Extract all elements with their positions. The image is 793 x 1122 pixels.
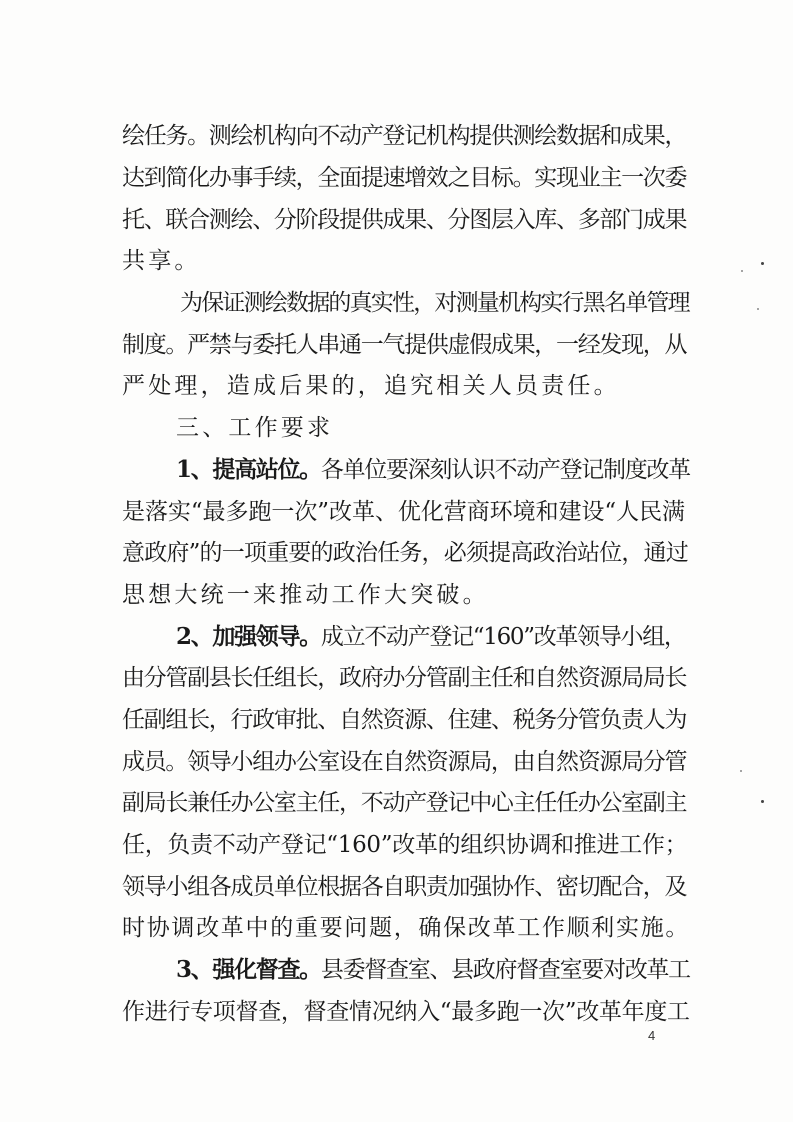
text-line: 时协调改革中的重要问题，确保改革工作顺利实施。 (122, 915, 691, 941)
scan-speck (761, 800, 764, 803)
text-line (176, 955, 690, 985)
text-line: 任副组长，行政审批、自然资源、住建、税务分管负责人为 (122, 707, 687, 733)
text-line: 领导小组各成员单位根据各自职责加强协作、密切配合，及 (122, 874, 687, 900)
text-line (176, 455, 690, 485)
text-line: 制度。严禁与委托人串通一气提供虚假成果，一经发现，从 (122, 332, 687, 358)
text-line: 副局长兼任办公室主任，不动产登记中心主任任办公室副主 (122, 790, 687, 816)
text-line: 成员。领导小组办公室设在自然资源局，由自然资源局分管 (122, 749, 687, 775)
scan-speck (741, 270, 743, 272)
item-lead: 2、加强领导。 (176, 623, 321, 650)
text-line: 由分管副县长任组长，政府办分管副主任和自然资源局局长 (122, 665, 687, 691)
text-line: 是落实“最多跑一次”改革、优化营商环境和建设“人民满 (122, 499, 685, 525)
item-lead: 3、强化督查。 (176, 956, 321, 983)
item-text: 县委督查室、县政府督查室要对改革工 (320, 957, 690, 983)
section-heading: 三、工作要求 (176, 415, 334, 441)
text-line: 为保证测绘数据的真实性，对测量机构实行黑名单管理 (180, 290, 689, 316)
text-line (176, 622, 686, 652)
item-lead: 1、提高站位。 (176, 456, 321, 483)
scan-speck (740, 770, 742, 772)
scan-speck (761, 262, 764, 265)
item-text: 成立不动产登记“160”改革领导小组， (320, 624, 686, 650)
text-line: 作进行专项督查，督查情况纳入“最多跑一次”改革年度工 (122, 999, 690, 1025)
text-line: 共享。 (122, 248, 201, 274)
text-line: 意政府”的一项重要的政治任务，必须提高政治站位，通过 (122, 540, 688, 566)
text-line: 任，负责不动产登记“160”改革的组织协调和推进工作； (122, 832, 688, 858)
text-line: 绘任务。测绘机构向不动产登记机构提供测绘数据和成果， (122, 123, 687, 149)
scan-speck (757, 308, 759, 310)
text-line: 思想大统一来推动工作大突破。 (122, 582, 489, 608)
text-line: 达到简化办事手续，全面提速增效之目标。实现业主一次委 (122, 165, 687, 191)
item-text: 各单位要深刻认识不动产登记制度改革 (320, 457, 690, 483)
text-line: 严处理，造成后果的，追究相关人员责任。 (122, 373, 620, 399)
page-number: 4 (648, 1028, 656, 1043)
text-line: 托、联合测绘、分阶段提供成果、分图层入库、多部门成果 (122, 207, 687, 233)
